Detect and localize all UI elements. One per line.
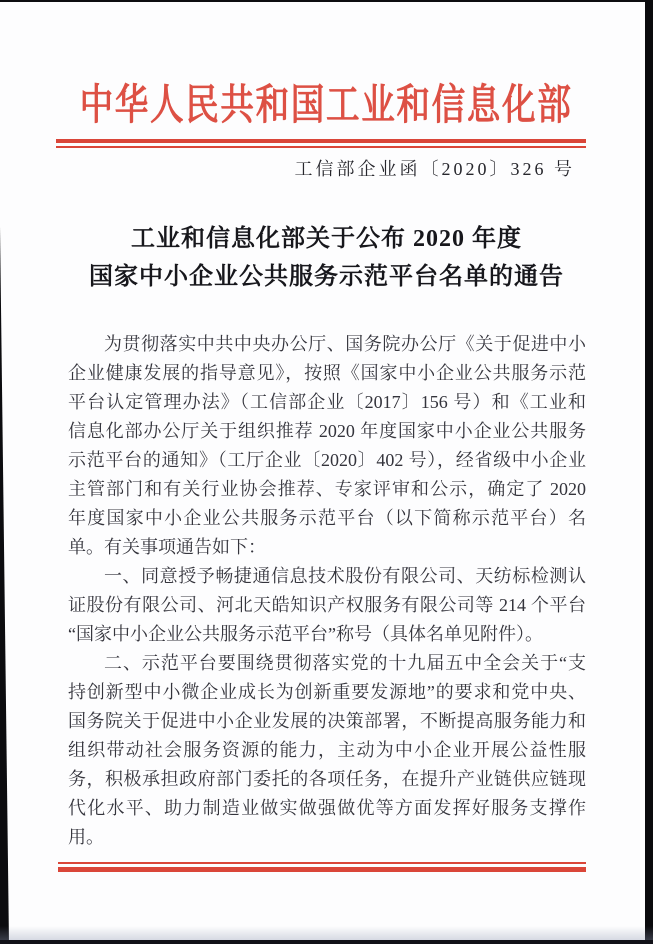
scan-edge-top bbox=[0, 0, 653, 2]
body-line: 主管部门和有关行业协会推荐、专家评审和公示，确定了 2020 bbox=[68, 479, 586, 499]
scan-edge-right bbox=[645, 0, 653, 944]
paragraph-intro bbox=[68, 330, 586, 562]
document-body bbox=[68, 330, 586, 852]
body-line: 务，积极承担政府部门委托的各项任务，在提升产业链供应链现 bbox=[68, 769, 586, 789]
notice-title-line-1: 工业和信息化部关于公布 2020 年度 bbox=[131, 226, 522, 252]
body-line: 组织带动社会服务资源的能力，主动为中小企业开展公益性服 bbox=[68, 740, 586, 760]
body-line: 年度国家中小企业公共服务示范平台（以下简称示范平台）名 bbox=[68, 508, 586, 528]
body-line: 信息化部办公厅关于组织推荐 2020 年度国家中小企业公共服务 bbox=[68, 421, 586, 441]
body-line: 单。有关事项通告如下： bbox=[68, 537, 266, 557]
body-line: 持创新型中小微企业成长为创新重要发源地”的要求和党中央、 bbox=[68, 682, 586, 702]
ministry-letterhead-text: 中华人民共和国工业和信息化部 bbox=[80, 83, 573, 129]
footer-divider-thick-line bbox=[58, 867, 586, 872]
body-line: 证股份有限公司、河北天皓知识产权服务有限公司等 214 个平台 bbox=[68, 595, 586, 615]
scan-edge-bottom bbox=[0, 940, 653, 944]
body-line: 一、同意授予畅捷通信息技术股份有限公司、天纺标检测认 bbox=[104, 566, 586, 586]
footer-divider bbox=[58, 862, 586, 872]
body-line: 二、示范平台要围绕贯彻落实党的十九届五中全会关于“支 bbox=[104, 653, 586, 673]
body-line: 平台认定管理办法》（工信部企业〔2017〕156 号）和《工业和 bbox=[68, 392, 586, 412]
body-line: 用。 bbox=[68, 827, 104, 847]
letterhead-divider-thin-line bbox=[56, 146, 586, 148]
body-line: 企业健康发展的指导意见》，按照《国家中小企业公共服务示范 bbox=[68, 363, 586, 383]
body-line: “国家中小企业公共服务示范平台”称号（具体名单见附件）。 bbox=[68, 624, 543, 644]
document-reference-number: 工信部企业函〔2020〕326 号 bbox=[294, 159, 575, 179]
ministry-letterhead bbox=[0, 82, 653, 130]
body-line: 示范平台的通知》（工厅企业〔2020〕402 号），经省级中小企业 bbox=[68, 450, 586, 470]
body-line: 国务院关于促进中小企业发展的决策部署，不断提高服务能力和 bbox=[68, 711, 586, 731]
scan-edge-left bbox=[0, 0, 9, 944]
notice-title bbox=[0, 220, 653, 296]
notice-title-line-2: 国家中小企业公共服务示范平台名单的通告 bbox=[89, 264, 564, 290]
scan-shadow-bottom bbox=[0, 926, 653, 940]
body-line: 为贯彻落实中共中央办公厅、国务院办公厅《关于促进中小 bbox=[104, 334, 586, 354]
body-line: 代化水平、助力制造业做实做强做优等方面发挥好服务支撑作 bbox=[68, 798, 586, 818]
letterhead-divider bbox=[56, 139, 586, 148]
paragraph-item-two bbox=[68, 649, 586, 852]
paragraph-item-one bbox=[68, 562, 586, 649]
